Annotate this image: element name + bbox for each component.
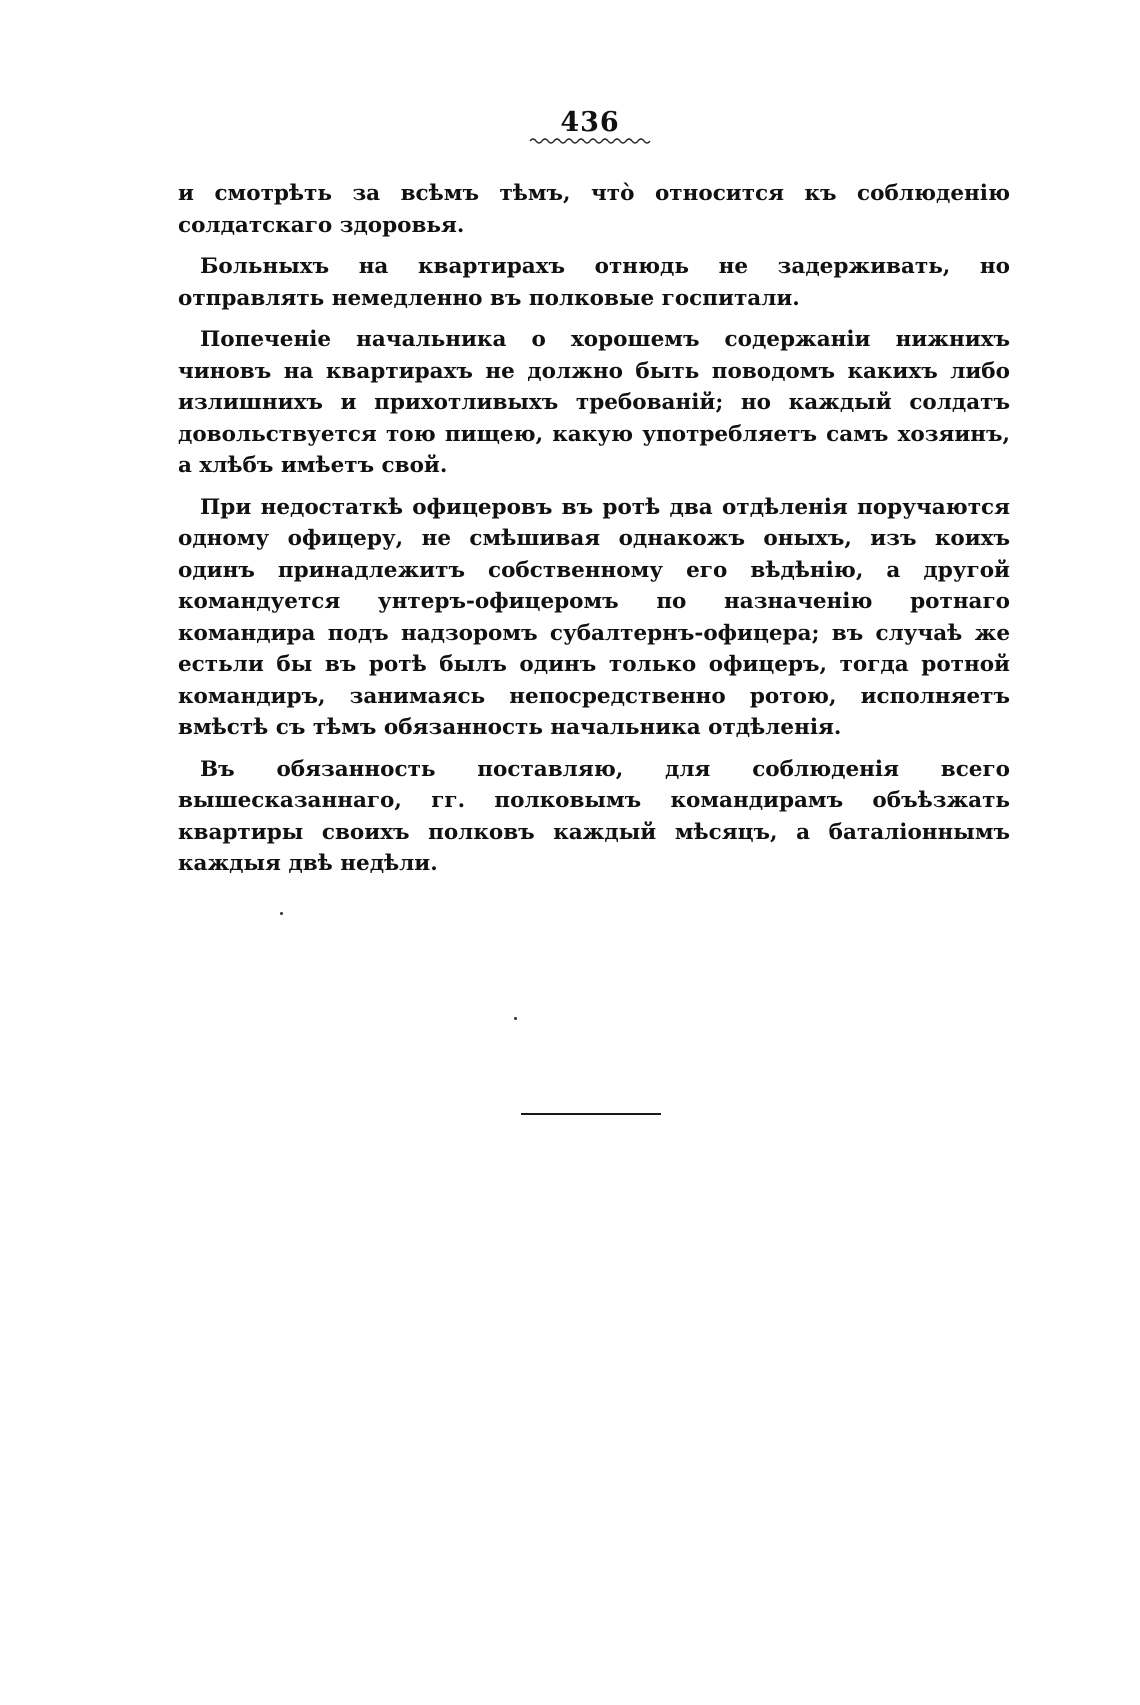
body-text	[178, 178, 1010, 890]
page-header	[520, 108, 660, 144]
page-number: 436	[560, 107, 620, 138]
paragraph-officer-care: Попеченіе начальника о хорошемъ содержаніи нижнихъ чиновъ на квартирахъ не должно быть поводомъ какихъ либо излишнихъ и прихотливыхъ требованій; но каждый солдатъ довольствуется тою пищею, какую употребляетъ самъ хозяинъ, а хлѣбъ имѣетъ свой.	[178, 327, 1010, 478]
section-end-rule	[521, 1113, 661, 1115]
paragraph-inspection-duty: Въ обязанность поставляю, для соблюденія всего вышесказаннаго, гг. полковымъ командирамъ объѣзжать квартиры своихъ полковъ каждый мѣсяцъ, а баталіоннымъ каждыя двѣ недѣли.	[178, 756, 1010, 876]
paragraph-officer-shortage: При недостаткѣ офицеровъ въ ротѣ два отдѣленія поручаются одному офицеру, не смѣшивая однакожъ оныхъ, изъ коихъ одинъ принадлежитъ собственному его вѣдѣнію, а другой командуется унтеръ-офицеромъ по назначенію ротнаго командира подъ надзоромъ субалтернъ-офицера; въ случаѣ же естьли бы въ ротѣ былъ одинъ только офицеръ, тогда ротной командиръ, занимаясь непосредственно ротою, исполняетъ вмѣстѣ съ тѣмъ обязанность начальника отдѣленія.	[178, 494, 1010, 740]
paragraph-sick-soldiers: Больныхъ на квартирахъ отнюдь не задерживать, но отправлять немедленно въ полковые госпитали.	[178, 254, 1010, 311]
print-speck	[514, 1017, 517, 1020]
print-speck	[280, 912, 283, 915]
paragraph-continuation: и смотрѣть за всѣмъ тѣмъ, что̀ относится къ соблюденію солдатскаго здоровья.	[178, 181, 1010, 238]
